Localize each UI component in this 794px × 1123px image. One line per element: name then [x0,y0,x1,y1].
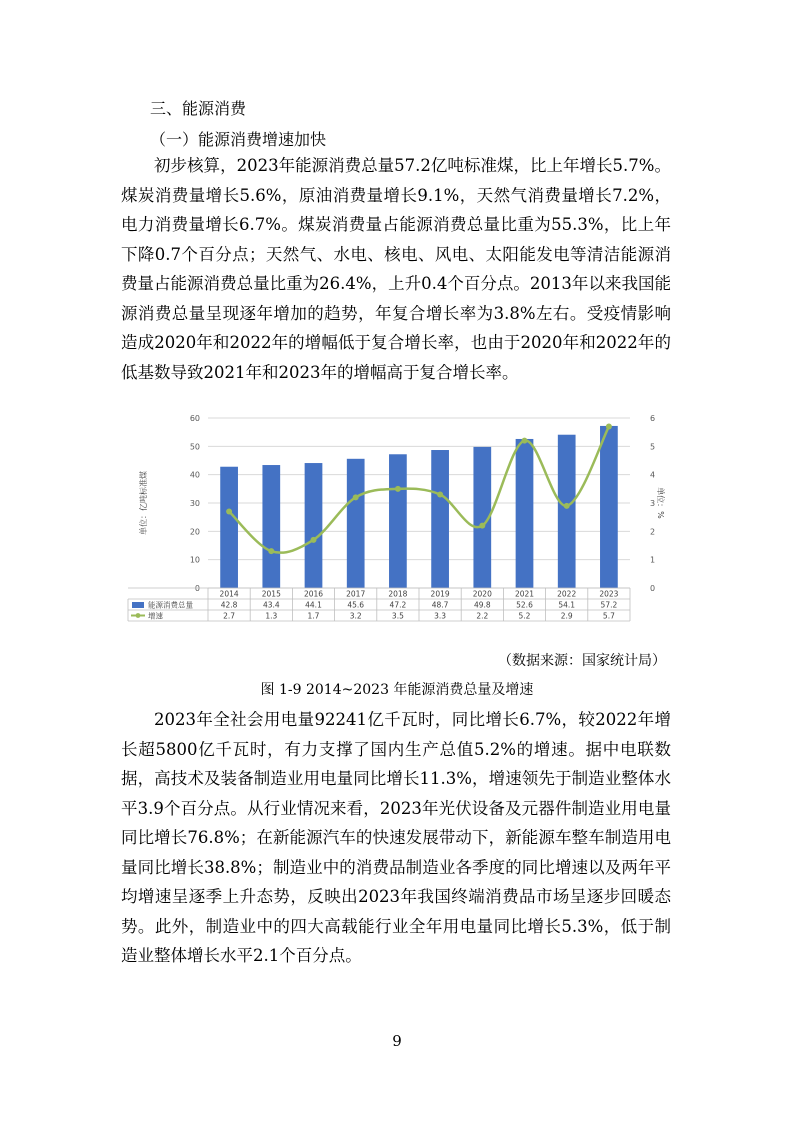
growth-point [353,494,359,500]
data-label: 5.2 [518,611,531,621]
x-tick-label: 2015 [261,589,281,599]
y-tick-label: 50 [189,442,200,452]
paragraph-text: 初步核算，2023年能源消费总量57.2亿吨标准煤，比上年增长5.7%。煤炭消费量增长5.6%，原油消费量增长9.1%，天然气消费量增长7.2%，电力消费量增长6.7%。煤炭消费量占能源消费总量比重为55.3%，比上年下降0.7个百分点；天然气、水电、核电、风电、太阳能发电等清洁能源消费量占能源消费总量比重为26.4%，上升0.4个百分点。2013年以来我国能源消费总量呈现逐年增加的趋势，年复合增长率为3.8%左右。受疫情影响造成2020年和2022年的增幅低于复合增长率，也由于2020年和2022年的低基数导致2021年和2023年的增幅高于复合增长率。 [121,156,671,382]
growth-point [226,509,232,515]
paragraph-text: 2023年全社会用电量92241亿千瓦时，同比增长6.7%，较2022年增长超5800亿千瓦时，有力支撑了国内生产总值5.2%的增速。据中电联数据，高技术及装备制造业用电量同比增长11.3%，增速领先于制造业整体水平3.9个百分点。从行业情况来看，2023年光伏设备及元器件制造业用电量同比增长76.8%；在新能源汽车的快速发展带动下，新能源车整车制造用电量同比增长38.8%；制造业中的消费品制造业各季度的同比增速以及两年平均增速呈逐季上升态势，反映出2023年我国终端消费品市场呈逐步回暖态势。此外，制造业中的四大高载能行业全年用电量同比增长5.3%，低于制造业整体增长水平2.1个百分点。 [121,710,671,965]
page-number: 9 [392,1032,402,1050]
bar [558,435,576,588]
data-label: 54.1 [558,600,576,610]
growth-point [606,424,612,430]
y-tick-label: 10 [189,555,200,565]
section-heading: 三、能源消费 [150,99,247,118]
y-axis-label: 单位：亿吨标准煤 [139,471,148,535]
data-label: 44.1 [305,600,322,610]
y-tick-label: 40 [189,470,200,480]
growth-point [437,492,443,498]
data-label: 2.2 [476,611,489,621]
data-label: 2.9 [560,611,573,621]
growth-point [522,438,528,444]
x-tick-label: 2023 [599,589,619,599]
legend-swatch-marker [136,613,141,618]
legend-label: 能源消费总量 [148,600,193,610]
data-label: 3.3 [434,611,447,621]
y2-axis-label: 单位：% [656,487,665,519]
x-tick-label: 2017 [346,589,366,599]
data-label: 45.6 [347,600,365,610]
y2-tick-label: 4 [650,470,656,480]
x-tick-label: 2020 [472,589,492,599]
x-tick-label: 2016 [303,589,324,599]
x-tick-label: 2018 [388,589,408,599]
figure-caption: 图 1-9 2014~2023 年能源消费总量及增速 [260,682,534,698]
section-subheading: （一）能源消费增速加快 [150,130,327,149]
legend-swatch-bar [132,602,144,608]
paragraph-electricity [121,705,671,971]
growth-point [395,486,401,492]
bar [347,459,365,588]
y2-tick-label: 3 [650,499,656,508]
y2-tick-label: 5 [650,442,656,452]
data-label: 49.8 [473,600,491,610]
growth-line [229,427,609,553]
data-label: 42.8 [220,600,238,610]
y2-tick-label: 6 [650,414,656,423]
data-label: 3.2 [349,611,362,621]
bar [431,450,449,588]
growth-point [479,523,485,529]
data-label: 2.7 [223,611,236,621]
growth-point [268,548,274,554]
y-tick-label: 20 [189,527,200,537]
data-label: 57.2 [600,600,618,610]
y2-tick-label: 1 [650,555,656,565]
y-tick-label: 0 [194,584,200,593]
figure-source: （数据来源：国家统计局） [498,653,666,669]
growth-point [311,537,317,543]
data-label: 47.2 [389,600,407,610]
data-label: 5.7 [602,611,615,621]
bar [600,426,618,588]
bar [262,465,280,588]
bar [516,439,534,588]
data-label: 3.5 [391,611,404,621]
growth-point [564,503,570,509]
y2-tick-label: 0 [650,584,656,593]
data-label: 43.4 [262,600,280,610]
data-label: 1.3 [265,611,278,621]
x-tick-label: 2019 [430,589,450,599]
y-tick-label: 30 [189,499,200,508]
bar [389,454,407,588]
energy-consumption-chart [120,408,675,638]
y-tick-label: 60 [189,414,200,423]
data-label: 52.6 [516,600,533,610]
data-label: 1.7 [307,611,320,621]
y2-tick-label: 2 [650,527,656,537]
chart-svg [120,408,675,638]
bar [305,463,323,588]
paragraph-energy-consumption [121,151,671,387]
legend-label: 增速 [148,611,163,621]
x-tick-label: 2021 [514,589,535,599]
x-tick-label: 2014 [219,589,239,599]
data-label: 48.7 [431,600,449,610]
x-tick-label: 2022 [557,589,577,599]
bar [220,467,238,588]
